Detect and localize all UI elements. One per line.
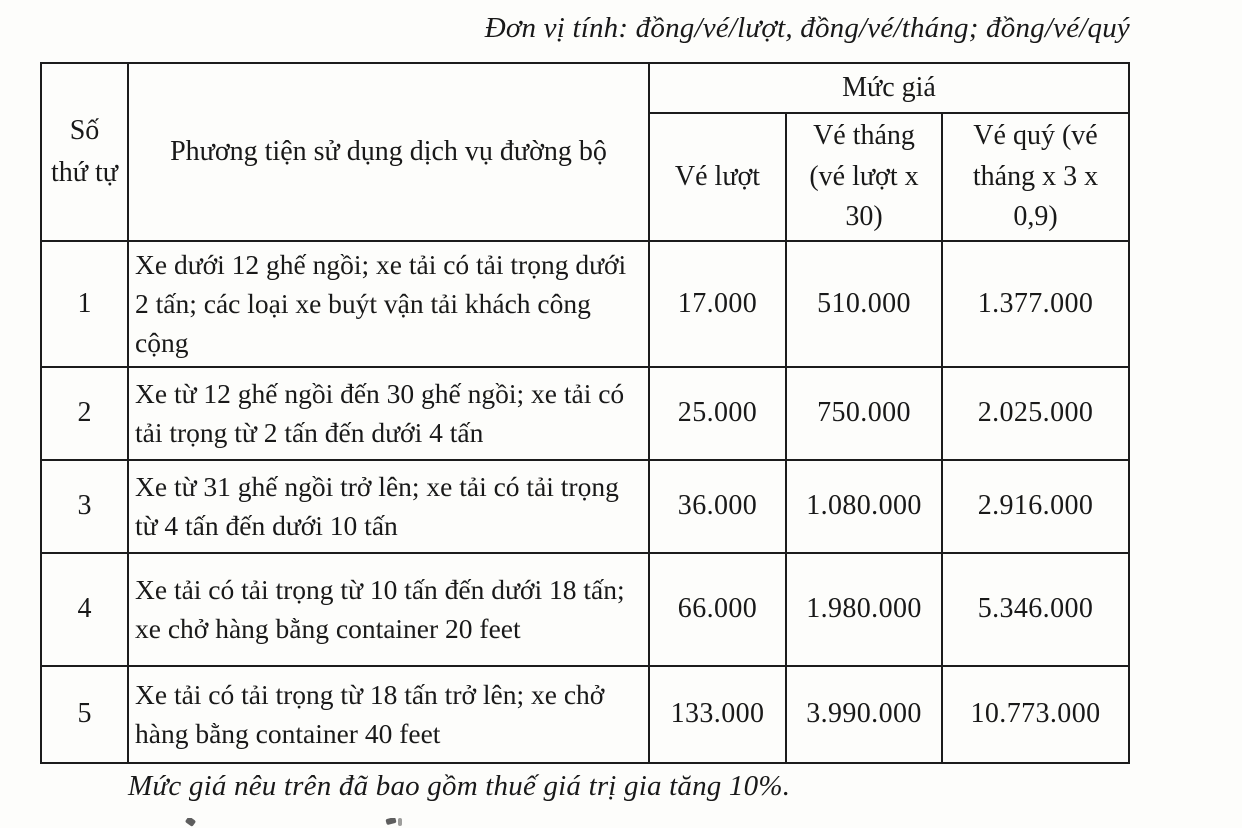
col-header-single-ticket: Vé lượt [649, 113, 786, 241]
vat-note: Mức giá nêu trên đã bao gồm thuế giá trị gia tăng 10%. [128, 770, 791, 802]
row-number-cell: 4 [41, 553, 128, 666]
single-price-cell: 133.000 [649, 666, 786, 763]
col-header-vehicle: Phương tiện sử dụng dịch vụ đường bộ [128, 63, 649, 241]
quarterly-price-cell: 1.377.000 [942, 241, 1129, 367]
row-number-cell: 5 [41, 666, 128, 763]
table-row [41, 553, 1129, 666]
col-header-stt: Số thứ tự [41, 63, 128, 241]
quarterly-price-cell: 2.916.000 [942, 460, 1129, 553]
row-number-cell: 1 [41, 241, 128, 367]
quarterly-price-cell: 5.346.000 [942, 553, 1129, 666]
table-row [41, 666, 1129, 763]
single-price-cell: 66.000 [649, 553, 786, 666]
monthly-price-cell: 1.080.000 [786, 460, 942, 553]
table-row [41, 367, 1129, 460]
row-number-cell: 3 [41, 460, 128, 553]
row-number-cell: 2 [41, 367, 128, 460]
vehicle-description-cell: Xe tải có tải trọng từ 18 tấn trở lên; xe chở hàng bằng container 40 feet [128, 666, 649, 763]
vehicle-description-cell: Xe dưới 12 ghế ngồi; xe tải có tải trọng dưới 2 tấn; các loại xe buýt vận tải khách công cộng [128, 241, 649, 367]
single-price-cell: 25.000 [649, 367, 786, 460]
monthly-price-cell: 510.000 [786, 241, 942, 367]
clipped-next-line [128, 818, 548, 828]
monthly-price-cell: 3.990.000 [786, 666, 942, 763]
col-header-quarterly-ticket: Vé quý (vé tháng x 3 x 0,9) [942, 113, 1129, 241]
single-price-cell: 36.000 [649, 460, 786, 553]
monthly-price-cell: 750.000 [786, 367, 942, 460]
quarterly-price-cell: 2.025.000 [942, 367, 1129, 460]
unit-note: Đơn vị tính: đồng/vé/lượt, đồng/vé/tháng; đồng/vé/quý [484, 12, 1130, 44]
col-header-price-group: Mức giá [649, 63, 1129, 113]
table-row [41, 460, 1129, 553]
col-header-monthly-ticket: Vé tháng (vé lượt x 30) [786, 113, 942, 241]
quarterly-price-cell: 10.773.000 [942, 666, 1129, 763]
toll-price-table [40, 62, 1130, 764]
vehicle-description-cell: Xe từ 12 ghế ngồi đến 30 ghế ngồi; xe tải có tải trọng từ 2 tấn đến dưới 4 tấn [128, 367, 649, 460]
table-row [41, 241, 1129, 367]
vehicle-description-cell: Xe từ 31 ghế ngồi trở lên; xe tải có tải trọng từ 4 tấn đến dưới 10 tấn [128, 460, 649, 553]
vehicle-description-cell: Xe tải có tải trọng từ 10 tấn đến dưới 18 tấn; xe chở hàng bằng container 20 feet [128, 553, 649, 666]
single-price-cell: 17.000 [649, 241, 786, 367]
table-header-row-group [41, 63, 1129, 113]
monthly-price-cell: 1.980.000 [786, 553, 942, 666]
